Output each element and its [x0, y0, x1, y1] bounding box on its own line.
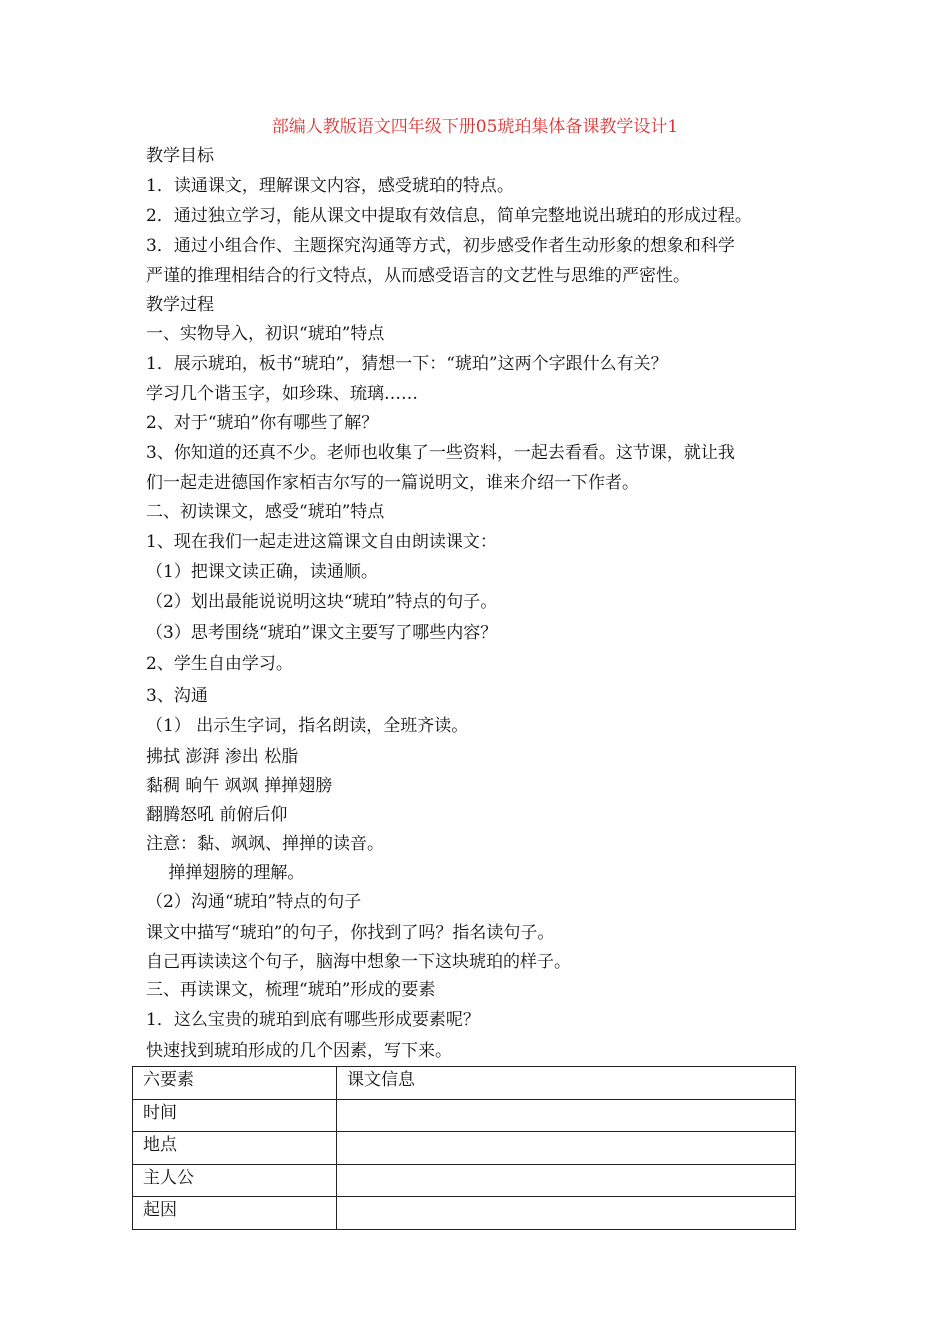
- table-header-cell: 六要素: [133, 1067, 337, 1100]
- paragraph-line: 3、沟通: [146, 686, 208, 706]
- paragraph-line: 注意：黏、飒飒、掸掸的读音。: [146, 834, 384, 854]
- paragraph-line: 2、学生自由学习。: [146, 654, 293, 674]
- section-heading-process: 教学过程: [146, 295, 214, 315]
- paragraph-line: 1．这么宝贵的琥珀到底有哪些形成要素呢？: [146, 1010, 480, 1030]
- paragraph-line: 快速找到琥珀形成的几个因素，写下来。: [146, 1041, 452, 1061]
- table-cell: [337, 1099, 796, 1132]
- paragraph-line: 1．读通课文，理解课文内容，感受琥珀的特点。: [146, 176, 514, 196]
- table-cell: 地点: [133, 1132, 337, 1165]
- table-row: [133, 1099, 796, 1132]
- paragraph-line: 严谨的推理相结合的行文特点，从而感受语言的文艺性与思维的严密性。: [146, 266, 690, 286]
- paragraph-line: 课文中描写“琥珀”的句子，你找到了吗？指名读句子。: [146, 923, 555, 943]
- paragraph-line: 自己再读读这个句子，脑海中想象一下这块琥珀的样子。: [146, 952, 571, 972]
- paragraph-line: 3、你知道的还真不少。老师也收集了一些资料，一起去看看。这节课，就让我: [146, 443, 735, 463]
- paragraph-line: 拂拭 澎湃 渗出 松脂: [146, 747, 299, 767]
- document-title: 部编人教版语文四年级下册05琥珀集体备课教学设计1: [271, 117, 679, 137]
- table-row: [133, 1132, 796, 1165]
- paragraph-line: （3）思考围绕“琥珀”课文主要写了哪些内容？: [146, 623, 498, 643]
- paragraph-line: 三、再读课文，梳理“琥珀”形成的要素: [146, 980, 436, 1000]
- table-row: [133, 1197, 796, 1230]
- paragraph-line: （2）沟通“琥珀”特点的句子: [146, 892, 362, 912]
- table-cell: [337, 1164, 796, 1197]
- table-cell: [337, 1132, 796, 1165]
- table-cell: 主人公: [133, 1164, 337, 1197]
- elements-table: [132, 1066, 796, 1230]
- section-heading-goals: 教学目标: [146, 146, 214, 166]
- table-cell: 起因: [133, 1197, 337, 1230]
- paragraph-line: 掸掸翅膀的理解。: [146, 863, 305, 883]
- paragraph-line: 黏稠 晌午 飒飒 掸掸翅膀: [146, 776, 333, 796]
- paragraph-line: （2）划出最能说说明这块“琥珀”特点的句子。: [146, 592, 498, 612]
- paragraph-line: 二、初读课文，感受“琥珀”特点: [146, 502, 385, 522]
- paragraph-line: 们一起走进德国作家栢吉尔写的一篇说明文，谁来介绍一下作者。: [146, 473, 639, 493]
- paragraph-line: 1、现在我们一起走进这篇课文自由朗读课文：: [146, 532, 497, 552]
- paragraph-line: 3．通过小组合作、主题探究沟通等方式，初步感受作者生动形象的想象和科学: [146, 236, 735, 256]
- table-cell: [337, 1197, 796, 1230]
- table-header-row: [133, 1067, 796, 1100]
- table-cell: 时间: [133, 1099, 337, 1132]
- paragraph-line: 翻腾怒吼 前俯后仰: [146, 805, 288, 825]
- paragraph-line: 学习几个谐玉字，如珍珠、琉璃……: [146, 384, 418, 404]
- table-header-cell: 课文信息: [337, 1067, 796, 1100]
- paragraph-line: （1） 出示生字词，指名朗读，全班齐读。: [146, 716, 469, 736]
- paragraph-line: 2．通过独立学习，能从课文中提取有效信息，简单完整地说出琥珀的形成过程。: [146, 206, 752, 226]
- table-row: [133, 1164, 796, 1197]
- paragraph-line: 1．展示琥珀，板书“琥珀”，猜想一下：“琥珀”这两个字跟什么有关？: [146, 354, 668, 374]
- paragraph-line: 一、实物导入，初识“琥珀”特点: [146, 324, 385, 344]
- paragraph-line: 2、对于“琥珀”你有哪些了解？: [146, 413, 379, 433]
- paragraph-line: （1）把课文读正确，读通顺。: [146, 562, 378, 582]
